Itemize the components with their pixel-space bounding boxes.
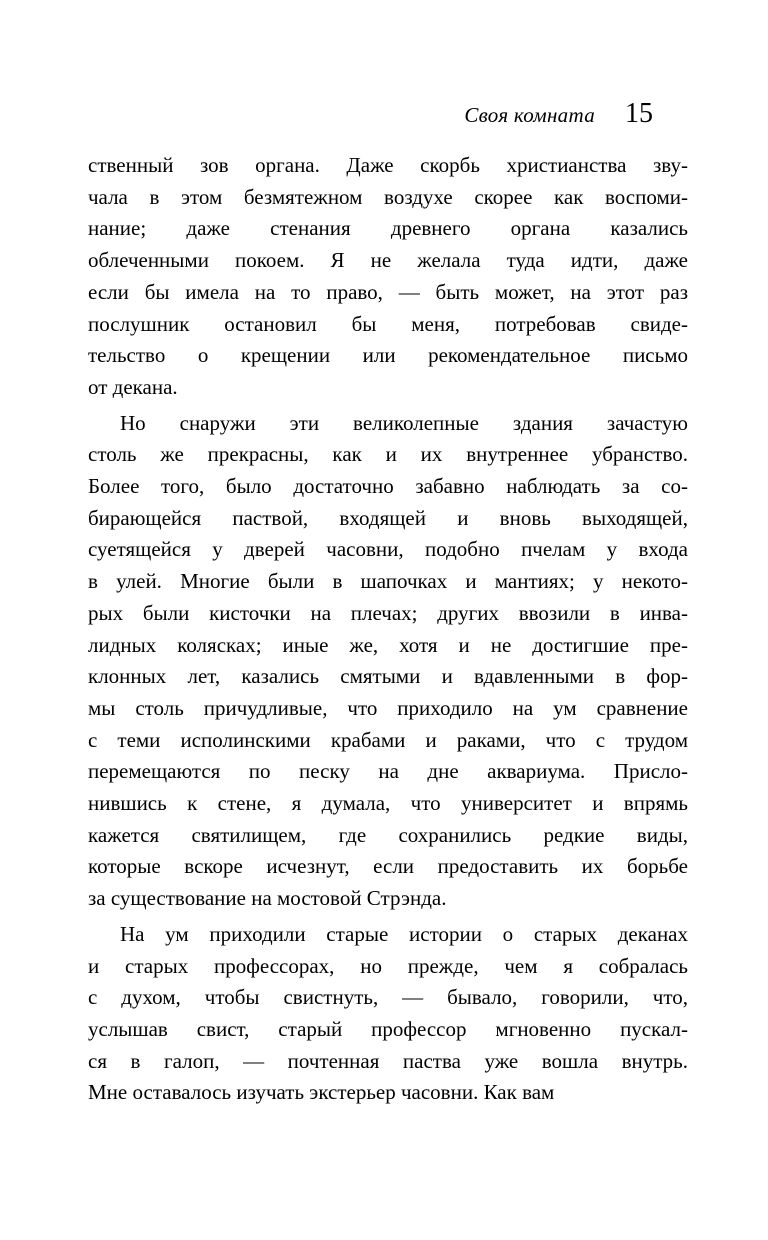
paragraph xyxy=(88,408,688,915)
text-line: ственный зов органа. Даже скорбь христианства зву- xyxy=(88,153,688,177)
text-line: с духом, чтобы свистнуть, — бывало, говорили, что, xyxy=(88,985,688,1010)
text-line: за существование на мостовой Стрэнда. xyxy=(88,886,447,911)
text-line: ся в галоп, — почтенная паства уже вошла внутрь. xyxy=(88,1048,688,1073)
text-line: с теми исполинскими крабами и раками, что с трудом xyxy=(88,727,688,752)
text-block xyxy=(88,150,688,1109)
text-line: если бы имела на то право, — быть может, на этот раз xyxy=(88,279,688,304)
text-line: Но снаружи эти великолепные здания зачастую xyxy=(120,410,688,435)
text-line: мы столь причудливые, что приходило на ум сравнение xyxy=(88,695,688,720)
text-line: и старых профессорах, но прежде, чем я собралась xyxy=(88,953,688,978)
text-line: чала в этом безмятежном воздухе скорее как воспоми- xyxy=(88,184,688,209)
text-line: перемещаются по песку на дне аквариума. Присло- xyxy=(88,759,688,784)
text-line: от декана. xyxy=(88,374,178,399)
text-line: Мне оставалось изучать экстерьер часовни. Как вам xyxy=(88,1080,555,1105)
text-line: столь же прекрасны, как и их внутреннее убранство. xyxy=(88,442,688,467)
text-line: кажется святилищем, где сохранились редкие виды, xyxy=(88,822,688,847)
paragraph xyxy=(88,150,688,404)
text-line: в улей. Многие были в шапочках и мантиях; у некото- xyxy=(88,569,688,594)
text-line: нившись к стене, я думала, что университет и впрямь xyxy=(88,791,688,816)
running-head xyxy=(464,100,653,128)
paragraph xyxy=(88,919,688,1109)
text-line: бирающейся паствой, входящей и вновь выходящей, xyxy=(88,505,688,530)
text-line: лидных колясках; иные же, хотя и не достигшие пре- xyxy=(88,632,688,657)
text-line: которые вскоре исчезнут, если предоставить их борьбе xyxy=(88,854,688,879)
running-title: Своя комната xyxy=(464,103,595,127)
text-line: облеченными покоем. Я не желала туда идти, даже xyxy=(88,248,688,273)
text-line: Более того, было достаточно забавно наблюдать за со- xyxy=(88,474,688,499)
text-line: На ум приходили старые истории о старых деканах xyxy=(120,921,688,946)
text-line: тельство о крещении или рекомендательное письмо xyxy=(88,343,688,368)
page-number: 15 xyxy=(625,98,653,129)
text-line: нание; даже стенания древнего органа казались xyxy=(88,216,688,241)
text-line: клонных лет, казались смятыми и вдавленными в фор- xyxy=(88,664,688,689)
text-line: суетящейся у дверей часовни, подобно пчелам у входа xyxy=(88,537,688,562)
text-line: услышав свист, старый профессор мгновенно пускал- xyxy=(88,1016,688,1041)
text-line: рых были кисточки на плечах; других ввозили в инва- xyxy=(88,600,688,625)
text-line: послушник остановил бы меня, потребовав свиде- xyxy=(88,311,688,336)
